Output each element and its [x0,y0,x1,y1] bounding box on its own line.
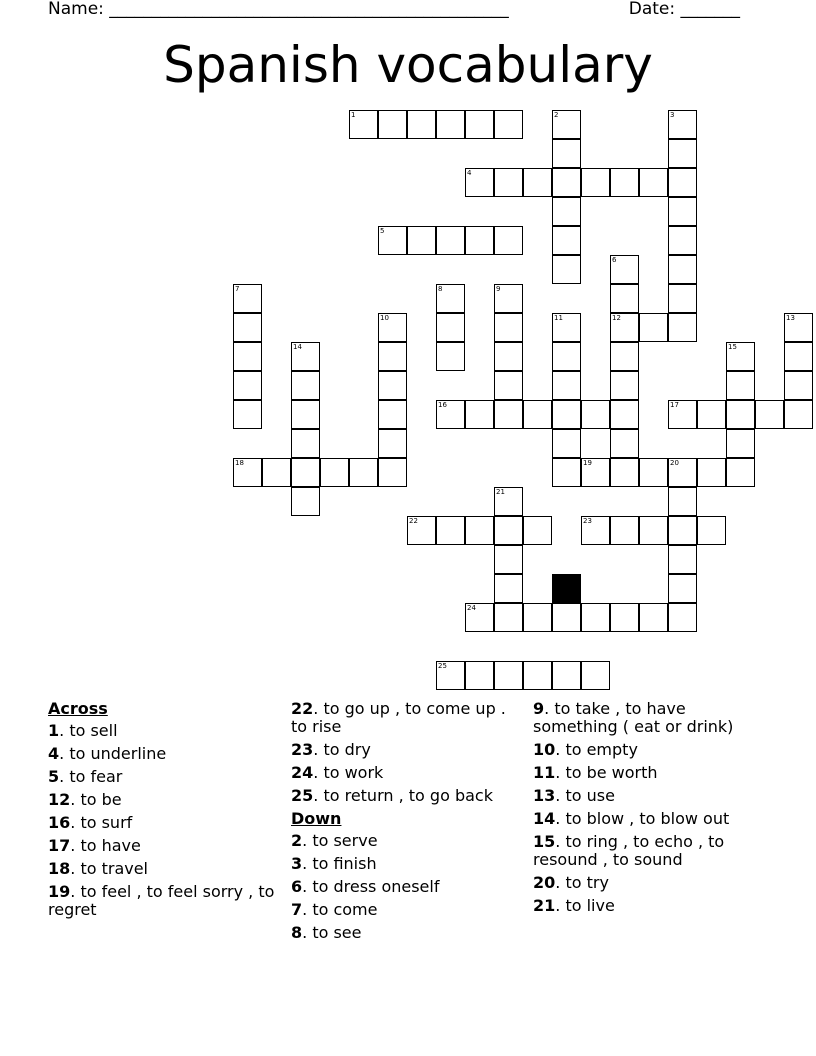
grid-cell[interactable] [668,458,697,487]
grid-cell[interactable] [523,516,552,545]
clue-item-text: . to go up , to come up . to rise [291,699,506,736]
grid-cell[interactable] [668,487,697,516]
grid-cell[interactable] [436,284,465,313]
grid-cell[interactable] [465,110,494,139]
grid-cell[interactable] [349,110,378,139]
black-cell [552,574,581,603]
clue-item-text: . to live [555,896,615,915]
clue-number: 15 [728,343,737,351]
grid-cell[interactable] [378,342,407,371]
grid-cell[interactable] [494,371,523,400]
clue-item-number: 17 [48,836,71,855]
clue-item-text: . to be worth [555,763,658,782]
clue-number: 9 [496,285,501,293]
clue-item [291,832,521,850]
clues-column-1 [48,700,278,924]
grid-cell[interactable] [552,110,581,139]
grid-cell[interactable] [378,110,407,139]
clue-item-text: . to feel , to feel sorry , to regret [48,882,275,919]
clue-number: 6 [612,256,617,264]
grid-cell[interactable] [291,400,320,429]
clue-item-number: 11 [533,763,556,782]
grid-cell[interactable] [552,197,581,226]
clue-item [48,883,278,919]
grid-cell[interactable] [523,603,552,632]
clue-item-text: . to take , to have something ( eat or drink) [533,699,734,736]
grid-cell[interactable] [581,516,610,545]
grid-cell[interactable] [233,342,262,371]
grid-cell[interactable] [494,313,523,342]
grid-cell[interactable] [668,313,697,342]
grid-cell[interactable] [639,603,668,632]
grid-cell[interactable] [668,255,697,284]
grid-cell[interactable] [291,371,320,400]
clue-item [48,791,278,809]
clue-item-text: . to serve [302,831,378,850]
clue-item-number: 15 [533,832,556,851]
clue-item-number: 2 [291,831,303,850]
clue-number: 10 [380,314,389,322]
clue-item-number: 21 [533,896,556,915]
grid-cell[interactable] [581,458,610,487]
clue-number: 24 [467,604,476,612]
grid-cell[interactable] [494,400,523,429]
grid-cell[interactable] [610,371,639,400]
name-field[interactable]: Name: _______________________________________________ [48,0,509,19]
grid-cell[interactable] [784,371,813,400]
grid-cell[interactable] [697,516,726,545]
grid-cell[interactable] [291,458,320,487]
grid-cell[interactable] [407,516,436,545]
grid-cell[interactable] [378,400,407,429]
grid-cell[interactable] [436,313,465,342]
clue-item [291,764,521,782]
grid-cell[interactable] [639,168,668,197]
grid-cell[interactable] [552,255,581,284]
clue-item-number: 16 [48,813,71,832]
grid-cell[interactable] [494,284,523,313]
across-heading: Across [48,699,108,718]
clue-item-text: . to ring , to echo , to resound , to sound [533,832,725,869]
clue-item [291,787,521,805]
clue-item-text: . to fear [59,767,123,786]
clue-number: 4 [467,169,472,177]
clue-item [533,741,773,759]
grid-cell[interactable] [494,487,523,516]
grid-cell[interactable] [378,313,407,342]
clue-item-number: 25 [291,786,314,805]
grid-cell[interactable] [436,342,465,371]
clues-column-2 [291,700,521,947]
grid-cell[interactable] [436,516,465,545]
grid-cell[interactable] [494,226,523,255]
grid-cell[interactable] [668,197,697,226]
clue-number: 25 [438,662,447,670]
grid-cell[interactable] [378,429,407,458]
grid-cell[interactable] [291,487,320,516]
clue-item [291,700,521,736]
grid-cell[interactable] [494,516,523,545]
clue-item [291,741,521,759]
clue-number: 12 [612,314,621,322]
clue-number: 8 [438,285,443,293]
grid-cell[interactable] [552,313,581,342]
grid-cell[interactable] [784,400,813,429]
clue-item-text: . to have [70,836,141,855]
clue-item-number: 12 [48,790,71,809]
grid-cell[interactable] [668,168,697,197]
date-field[interactable]: Date: _______ [628,0,740,19]
clue-number: 17 [670,401,679,409]
clue-item-text: . to empty [555,740,638,759]
grid-cell[interactable] [610,516,639,545]
grid-cell[interactable] [697,458,726,487]
grid-cell[interactable] [465,400,494,429]
clue-item-text: . to dress oneself [302,877,440,896]
clue-item-number: 5 [48,767,60,786]
grid-cell[interactable] [610,255,639,284]
grid-cell[interactable] [262,458,291,487]
grid-cell[interactable] [494,661,523,690]
clue-item-number: 14 [533,809,556,828]
clue-item-number: 18 [48,859,71,878]
grid-cell[interactable] [291,429,320,458]
clue-item [533,897,773,915]
clue-number: 23 [583,517,592,525]
clue-item [533,874,773,892]
clue-number: 3 [670,111,675,119]
grid-cell[interactable] [436,110,465,139]
grid-cell[interactable] [610,458,639,487]
grid-cell[interactable] [523,168,552,197]
grid-cell[interactable] [378,371,407,400]
clue-number: 21 [496,488,505,496]
grid-cell[interactable] [581,400,610,429]
clue-item-text: . to use [555,786,615,805]
clue-item [533,764,773,782]
clue-number: 11 [554,314,563,322]
clue-item-text: . to underline [59,744,167,763]
grid-cell[interactable] [726,429,755,458]
clue-item-text: . to blow , to blow out [555,809,730,828]
clue-number: 5 [380,227,385,235]
grid-cell[interactable] [436,661,465,690]
grid-cell[interactable] [610,168,639,197]
clue-number: 2 [554,111,559,119]
clue-item-number: 8 [291,923,303,942]
grid-cell[interactable] [349,458,378,487]
clue-item-text: . to surf [70,813,133,832]
grid-cell[interactable] [233,400,262,429]
grid-cell[interactable] [668,139,697,168]
grid-cell[interactable] [639,313,668,342]
clue-item-number: 4 [48,744,60,763]
grid-cell[interactable] [552,458,581,487]
grid-cell[interactable] [552,226,581,255]
clue-item-text: . to travel [70,859,148,878]
grid-cell[interactable] [494,168,523,197]
clue-number: 7 [235,285,240,293]
grid-cell[interactable] [436,226,465,255]
grid-cell[interactable] [610,284,639,313]
down-heading: Down [291,809,342,828]
clue-item [48,722,278,740]
clue-item-number: 1 [48,721,60,740]
grid-cell[interactable] [552,168,581,197]
grid-cell[interactable] [755,400,784,429]
grid-cell[interactable] [726,400,755,429]
clue-item-number: 9 [533,699,545,718]
grid-cell[interactable] [552,603,581,632]
clue-number: 13 [786,314,795,322]
clue-item-number: 7 [291,900,303,919]
clue-item-text: . to return , to go back [313,786,493,805]
grid-cell[interactable] [581,661,610,690]
clue-item [533,787,773,805]
clue-item-number: 22 [291,699,314,718]
grid-cell[interactable] [436,400,465,429]
clue-item-text: . to try [555,873,609,892]
clue-item-number: 23 [291,740,314,759]
down-clue-list-continued [533,700,773,915]
grid-cell[interactable] [494,110,523,139]
grid-cell[interactable] [552,139,581,168]
grid-cell[interactable] [784,313,813,342]
clues-column-3 [533,700,773,920]
grid-cell[interactable] [610,313,639,342]
clue-number: 16 [438,401,447,409]
clue-item [48,745,278,763]
clue-item-number: 13 [533,786,556,805]
grid-cell[interactable] [610,429,639,458]
clue-number: 1 [351,111,356,119]
grid-cell[interactable] [581,168,610,197]
clue-number: 20 [670,459,679,467]
grid-cell[interactable] [726,342,755,371]
grid-cell[interactable] [523,400,552,429]
clue-item-number: 24 [291,763,314,782]
clue-item-text: . to sell [59,721,118,740]
clue-item [291,924,521,942]
clue-item [48,860,278,878]
grid-cell[interactable] [581,603,610,632]
clue-item-number: 10 [533,740,556,759]
across-clue-list-continued [291,700,521,805]
clue-item [48,768,278,786]
grid-cell[interactable] [494,545,523,574]
clue-item-number: 19 [48,882,71,901]
clue-item [291,878,521,896]
clue-item [48,814,278,832]
grid-cell[interactable] [465,168,494,197]
clue-item-number: 3 [291,854,303,873]
clue-item [533,810,773,828]
grid-cell[interactable] [233,371,262,400]
grid-cell[interactable] [407,110,436,139]
grid-cell[interactable] [378,226,407,255]
grid-cell[interactable] [233,313,262,342]
clue-item [291,855,521,873]
clue-item [533,833,773,869]
grid-cell[interactable] [494,603,523,632]
grid-cell[interactable] [233,458,262,487]
across-clue-list [48,722,278,919]
grid-cell[interactable] [552,400,581,429]
grid-cell[interactable] [378,458,407,487]
clue-item-text: . to finish [302,854,377,873]
grid-cell[interactable] [523,661,552,690]
clue-item-text: . to see [302,923,362,942]
grid-cell[interactable] [465,661,494,690]
grid-cell[interactable] [552,342,581,371]
grid-cell[interactable] [668,284,697,313]
grid-cell[interactable] [610,342,639,371]
grid-cell[interactable] [465,226,494,255]
grid-cell[interactable] [552,429,581,458]
grid-cell[interactable] [320,458,349,487]
clue-item-text: . to come [302,900,378,919]
grid-cell[interactable] [668,545,697,574]
grid-cell[interactable] [726,371,755,400]
clue-item [48,837,278,855]
grid-cell[interactable] [639,516,668,545]
clue-number: 22 [409,517,418,525]
grid-cell[interactable] [668,226,697,255]
clue-item [533,700,773,736]
grid-cell[interactable] [407,226,436,255]
down-clue-list [291,832,521,942]
grid-cell[interactable] [610,603,639,632]
clue-number: 14 [293,343,302,351]
page-title: Spanish vocabulary [163,36,653,94]
clue-number: 19 [583,459,592,467]
grid-cell[interactable] [552,661,581,690]
grid-cell[interactable] [233,284,262,313]
clue-item-number: 6 [291,877,303,896]
grid-cell[interactable] [494,342,523,371]
grid-cell[interactable] [552,371,581,400]
grid-cell[interactable] [291,342,320,371]
clue-item-text: . to be [70,790,122,809]
clue-item-number: 20 [533,873,556,892]
clue-item [291,901,521,919]
grid-cell[interactable] [465,603,494,632]
grid-cell[interactable] [668,400,697,429]
grid-cell[interactable] [494,574,523,603]
grid-cell[interactable] [668,574,697,603]
grid-cell[interactable] [697,400,726,429]
grid-cell[interactable] [784,342,813,371]
grid-cell[interactable] [668,603,697,632]
grid-cell[interactable] [668,110,697,139]
clue-item-text: . to dry [313,740,371,759]
clue-number: 18 [235,459,244,467]
grid-cell[interactable] [668,516,697,545]
clue-item-text: . to work [313,763,384,782]
grid-cell[interactable] [465,516,494,545]
grid-cell[interactable] [726,458,755,487]
grid-cell[interactable] [639,458,668,487]
grid-cell[interactable] [610,400,639,429]
